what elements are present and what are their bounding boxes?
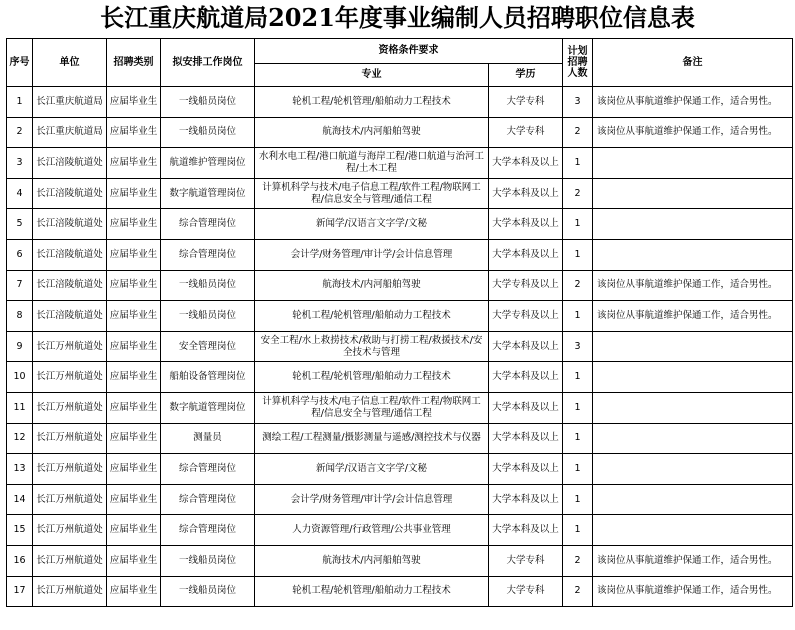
cell-category: 应届毕业生	[107, 515, 161, 546]
table-row	[7, 178, 793, 209]
cell-category: 应届毕业生	[107, 148, 161, 179]
cell-education: 大学本科及以上	[489, 209, 563, 240]
cell-count: 2	[563, 178, 593, 209]
cell-seq: 9	[7, 331, 33, 362]
cell-count: 1	[563, 209, 593, 240]
cell-category: 应届毕业生	[107, 423, 161, 454]
cell-position: 安全管理岗位	[161, 331, 255, 362]
cell-remark	[593, 209, 793, 240]
cell-position: 一线船员岗位	[161, 117, 255, 148]
cell-remark: 该岗位从事航道维护保通工作，适合男性。	[593, 270, 793, 301]
cell-seq: 12	[7, 423, 33, 454]
cell-seq: 2	[7, 117, 33, 148]
cell-education: 大学专科	[489, 117, 563, 148]
table-row	[7, 117, 793, 148]
cell-education: 大学本科及以上	[489, 392, 563, 423]
cell-remark	[593, 148, 793, 179]
cell-seq: 17	[7, 576, 33, 607]
cell-remark	[593, 362, 793, 393]
cell-unit: 长江万州航道处	[33, 392, 107, 423]
cell-remark: 该岗位从事航道维护保通工作，适合男性。	[593, 576, 793, 607]
cell-education: 大学本科及以上	[489, 178, 563, 209]
table-row	[7, 484, 793, 515]
cell-position: 综合管理岗位	[161, 484, 255, 515]
cell-count: 3	[563, 331, 593, 362]
table-row	[7, 239, 793, 270]
cell-position: 一线船员岗位	[161, 270, 255, 301]
cell-position: 综合管理岗位	[161, 515, 255, 546]
table-row	[7, 545, 793, 576]
cell-education: 大学本科及以上	[489, 515, 563, 546]
recruitment-table	[6, 38, 793, 607]
cell-education: 大学本科及以上	[489, 148, 563, 179]
cell-remark	[593, 484, 793, 515]
cell-count: 1	[563, 362, 593, 393]
cell-remark	[593, 392, 793, 423]
cell-major: 会计学/财务管理/审计学/会计信息管理	[255, 484, 489, 515]
table-row	[7, 454, 793, 485]
cell-major: 新闻学/汉语言文字学/文秘	[255, 209, 489, 240]
cell-unit: 长江万州航道处	[33, 362, 107, 393]
cell-major: 轮机工程/轮机管理/船舶动力工程技术	[255, 87, 489, 118]
cell-category: 应届毕业生	[107, 576, 161, 607]
cell-position: 数字航道管理岗位	[161, 392, 255, 423]
cell-unit: 长江涪陵航道处	[33, 209, 107, 240]
header-row	[7, 39, 793, 64]
table-body	[7, 87, 793, 607]
cell-category: 应届毕业生	[107, 209, 161, 240]
cell-major: 水利水电工程/港口航道与海岸工程/港口航道与治河工程/土木工程	[255, 148, 489, 179]
cell-major: 航海技术/内河船舶驾驶	[255, 117, 489, 148]
cell-major: 测绘工程/工程测量/摄影测量与遥感/测控技术与仪器	[255, 423, 489, 454]
cell-count: 1	[563, 392, 593, 423]
cell-category: 应届毕业生	[107, 301, 161, 332]
cell-seq: 14	[7, 484, 33, 515]
cell-unit: 长江涪陵航道处	[33, 270, 107, 301]
cell-category: 应届毕业生	[107, 362, 161, 393]
table-row	[7, 148, 793, 179]
cell-position: 综合管理岗位	[161, 454, 255, 485]
cell-remark	[593, 331, 793, 362]
cell-education: 大学专科	[489, 87, 563, 118]
cell-unit: 长江涪陵航道处	[33, 178, 107, 209]
cell-count: 1	[563, 515, 593, 546]
cell-seq: 7	[7, 270, 33, 301]
cell-position: 一线船员岗位	[161, 301, 255, 332]
cell-position: 综合管理岗位	[161, 239, 255, 270]
cell-unit: 长江万州航道处	[33, 454, 107, 485]
cell-seq: 4	[7, 178, 33, 209]
cell-education: 大学本科及以上	[489, 454, 563, 485]
cell-education: 大学专科及以上	[489, 301, 563, 332]
cell-unit: 长江重庆航道局	[33, 87, 107, 118]
cell-category: 应届毕业生	[107, 545, 161, 576]
header-count: 计划招聘人数	[563, 39, 593, 87]
cell-remark	[593, 423, 793, 454]
cell-major: 安全工程/水上救捞技术/救助与打捞工程/救援技术/安全技术与管理	[255, 331, 489, 362]
cell-count: 1	[563, 239, 593, 270]
cell-unit: 长江万州航道处	[33, 515, 107, 546]
cell-seq: 16	[7, 545, 33, 576]
cell-category: 应届毕业生	[107, 392, 161, 423]
header-position: 拟安排工作岗位	[161, 39, 255, 87]
cell-unit: 长江涪陵航道处	[33, 148, 107, 179]
cell-unit: 长江涪陵航道处	[33, 239, 107, 270]
cell-category: 应届毕业生	[107, 117, 161, 148]
cell-category: 应届毕业生	[107, 239, 161, 270]
cell-education: 大学本科及以上	[489, 423, 563, 454]
cell-remark: 该岗位从事航道维护保通工作，适合男性。	[593, 87, 793, 118]
cell-major: 计算机科学与技术/电子信息工程/软件工程/物联网工程/信息安全与管理/通信工程	[255, 178, 489, 209]
cell-unit: 长江重庆航道局	[33, 117, 107, 148]
cell-category: 应届毕业生	[107, 484, 161, 515]
cell-remark	[593, 454, 793, 485]
cell-category: 应届毕业生	[107, 331, 161, 362]
cell-education: 大学专科	[489, 545, 563, 576]
cell-major: 新闻学/汉语言文字学/文秘	[255, 454, 489, 485]
cell-count: 1	[563, 454, 593, 485]
cell-unit: 长江万州航道处	[33, 484, 107, 515]
cell-unit: 长江万州航道处	[33, 331, 107, 362]
table-row	[7, 362, 793, 393]
header-major: 专业	[255, 64, 489, 87]
table-row	[7, 423, 793, 454]
cell-seq: 11	[7, 392, 33, 423]
cell-position: 一线船员岗位	[161, 87, 255, 118]
cell-seq: 8	[7, 301, 33, 332]
cell-position: 船舶设备管理岗位	[161, 362, 255, 393]
cell-seq: 10	[7, 362, 33, 393]
cell-unit: 长江涪陵航道处	[33, 301, 107, 332]
cell-major: 航海技术/内河船舶驾驶	[255, 545, 489, 576]
cell-position: 测量员	[161, 423, 255, 454]
cell-seq: 1	[7, 87, 33, 118]
cell-major: 轮机工程/轮机管理/船舶动力工程技术	[255, 362, 489, 393]
cell-position: 一线船员岗位	[161, 545, 255, 576]
cell-major: 轮机工程/轮机管理/船舶动力工程技术	[255, 301, 489, 332]
cell-education: 大学本科及以上	[489, 239, 563, 270]
cell-remark: 该岗位从事航道维护保通工作，适合男性。	[593, 301, 793, 332]
cell-seq: 13	[7, 454, 33, 485]
cell-position: 航道维护管理岗位	[161, 148, 255, 179]
cell-remark: 该岗位从事航道维护保通工作，适合男性。	[593, 117, 793, 148]
cell-seq: 5	[7, 209, 33, 240]
cell-remark	[593, 515, 793, 546]
cell-position: 综合管理岗位	[161, 209, 255, 240]
cell-category: 应届毕业生	[107, 454, 161, 485]
cell-count: 2	[563, 270, 593, 301]
cell-count: 1	[563, 423, 593, 454]
cell-count: 2	[563, 545, 593, 576]
cell-seq: 3	[7, 148, 33, 179]
header-unit: 单位	[33, 39, 107, 87]
cell-count: 1	[563, 301, 593, 332]
cell-education: 大学本科及以上	[489, 362, 563, 393]
cell-unit: 长江万州航道处	[33, 545, 107, 576]
table-row	[7, 331, 793, 362]
cell-position: 数字航道管理岗位	[161, 178, 255, 209]
table-row	[7, 576, 793, 607]
table-row	[7, 515, 793, 546]
header-seq: 序号	[7, 39, 33, 87]
cell-count: 2	[563, 117, 593, 148]
cell-education: 大学专科	[489, 576, 563, 607]
table-row	[7, 209, 793, 240]
cell-unit: 长江万州航道处	[33, 576, 107, 607]
cell-unit: 长江万州航道处	[33, 423, 107, 454]
cell-remark	[593, 178, 793, 209]
cell-education: 大学专科及以上	[489, 270, 563, 301]
cell-major: 人力资源管理/行政管理/公共事业管理	[255, 515, 489, 546]
cell-education: 大学本科及以上	[489, 484, 563, 515]
cell-major: 航海技术/内河船舶驾驶	[255, 270, 489, 301]
header-education: 学历	[489, 64, 563, 87]
cell-remark: 该岗位从事航道维护保通工作，适合男性。	[593, 545, 793, 576]
header-category: 招聘类别	[107, 39, 161, 87]
cell-category: 应届毕业生	[107, 178, 161, 209]
cell-count: 3	[563, 87, 593, 118]
table-row	[7, 392, 793, 423]
header-remark: 备注	[593, 39, 793, 87]
table-row	[7, 301, 793, 332]
header-qualification: 资格条件要求	[255, 39, 563, 64]
cell-major: 轮机工程/轮机管理/船舶动力工程技术	[255, 576, 489, 607]
cell-remark	[593, 239, 793, 270]
cell-major: 计算机科学与技术/电子信息工程/软件工程/物联网工程/信息安全与管理/通信工程	[255, 392, 489, 423]
cell-category: 应届毕业生	[107, 87, 161, 118]
cell-category: 应届毕业生	[107, 270, 161, 301]
cell-count: 1	[563, 148, 593, 179]
cell-major: 会计学/财务管理/审计学/会计信息管理	[255, 239, 489, 270]
table-row	[7, 87, 793, 118]
cell-seq: 15	[7, 515, 33, 546]
cell-count: 2	[563, 576, 593, 607]
table-row	[7, 270, 793, 301]
page-title: 长江重庆航道局2021年度事业编制人员招聘职位信息表	[100, 3, 695, 32]
cell-seq: 6	[7, 239, 33, 270]
cell-count: 1	[563, 484, 593, 515]
cell-education: 大学本科及以上	[489, 331, 563, 362]
cell-position: 一线船员岗位	[161, 576, 255, 607]
